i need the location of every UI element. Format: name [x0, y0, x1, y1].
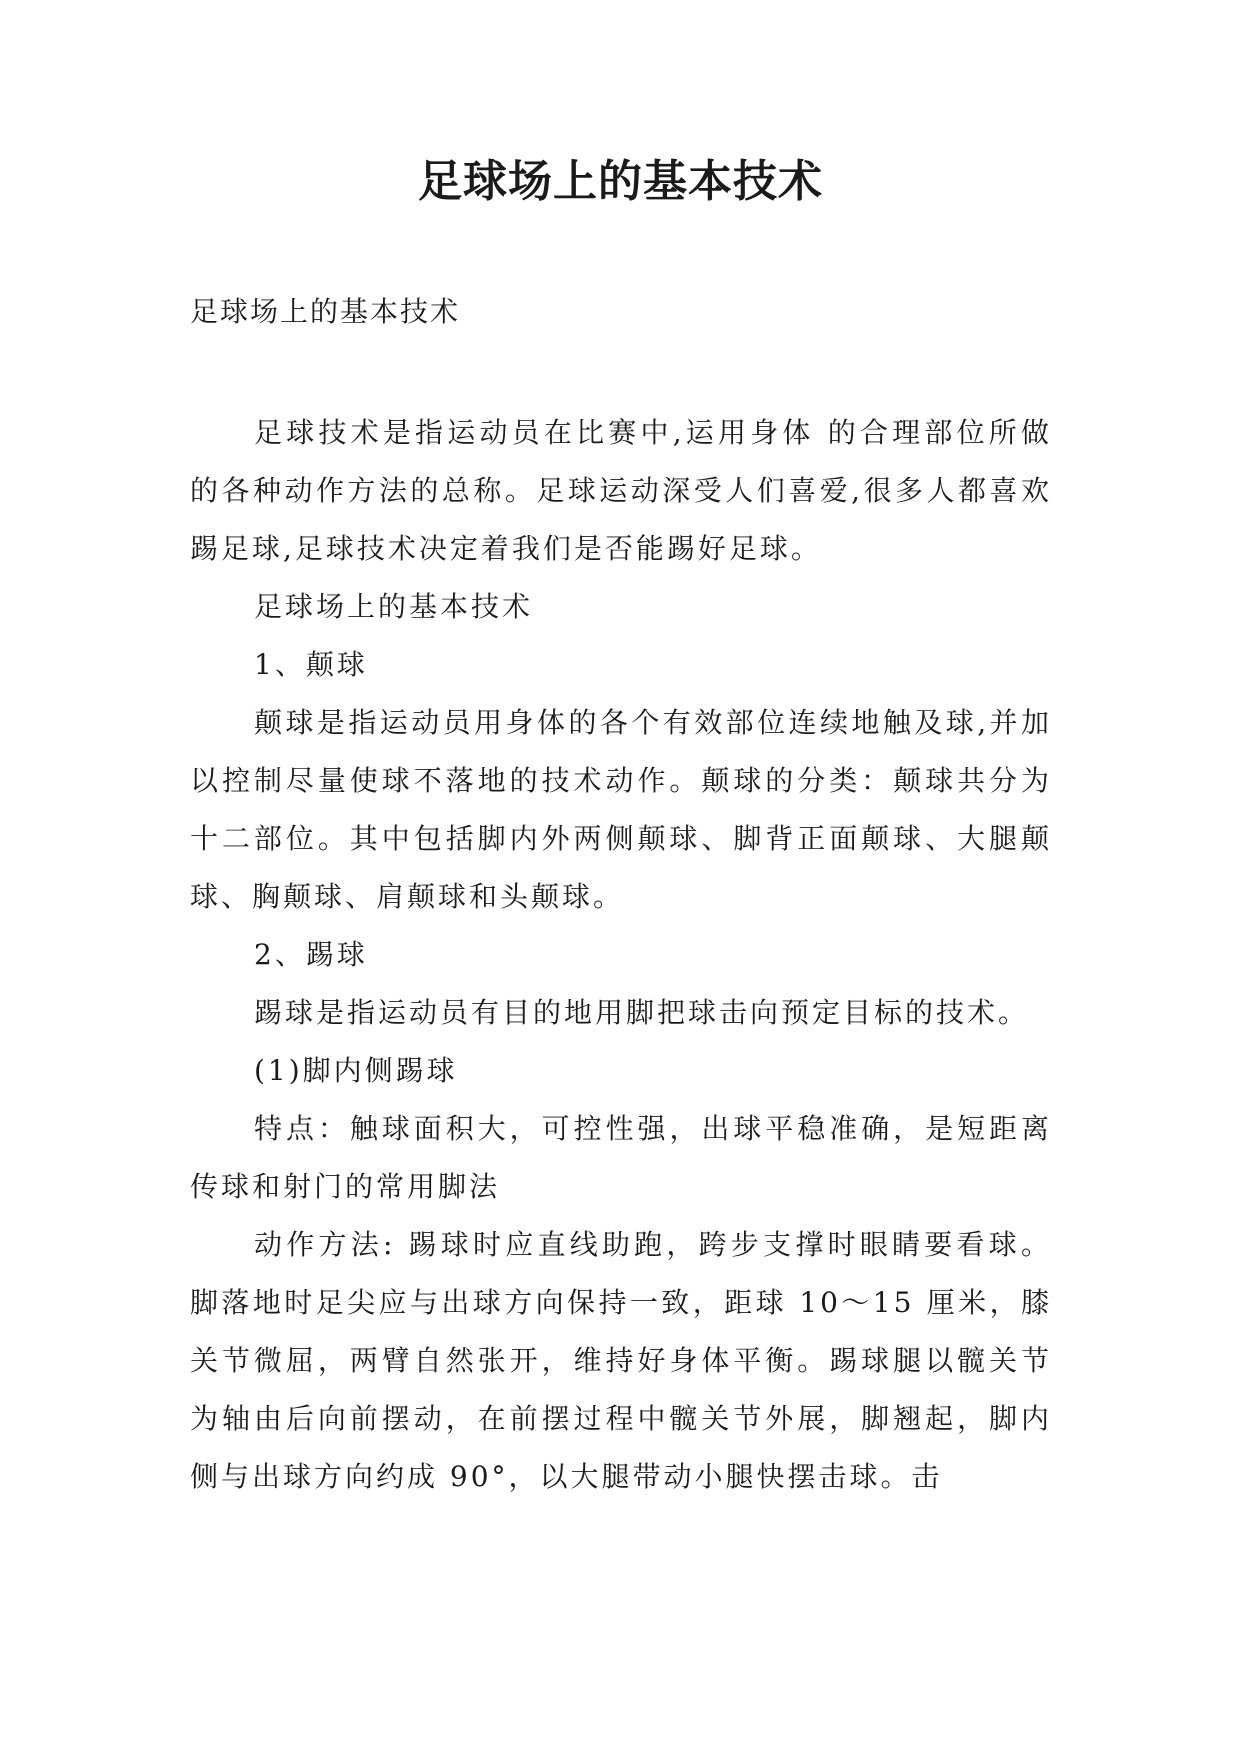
document-body — [190, 404, 1052, 1506]
subitem-heading-inside-kick: (1)脚内侧踢球 — [254, 1054, 458, 1087]
paragraph-intro: 足球技术是指运动员在比赛中,运用身体 的合理部位所做的各种动作方法的总称。足球运动深受人们喜爱,很多人都喜欢踢足球,足球技术决定着我们是否能踢好足球。 — [190, 416, 1052, 565]
item-heading-kicking: 2、踢球 — [254, 938, 368, 971]
document-subtitle: 足球场上的基本技术 — [190, 295, 461, 328]
paragraph-method: 动作方法: 踢球时应直线助跑，跨步支撑时眼睛要看球。脚落地时足尖应与出球方向保持一致，距球 10～15 厘米，膝关节微屈，两臂自然张开，维持好身体平衡。踢球腿以髋关节为轴由后向前摆动，在前摆过程中髋关节外展，脚翘起，脚内侧与出球方向约成 90°，以大腿带动小腿快摆击球。击 — [190, 1228, 1052, 1493]
document-title: 足球场上的基本技术 — [418, 156, 823, 207]
paragraph-juggling: 颠球是指运动员用身体的各个有效部位连续地触及球,并加以控制尽量使球不落地的技术动作。颠球的分类：颠球共分为十二部位。其中包括脚内外两侧颠球、脚背正面颠球、大腿颠球、胸颠球、肩颠球和头颠球。 — [190, 706, 1052, 913]
paragraph-features: 特点：触球面积大，可控性强，出球平稳准确，是短距离传球和射门的常用脚法 — [190, 1112, 1052, 1203]
section-heading: 足球场上的基本技术 — [254, 590, 534, 623]
item-heading-juggling: 1、颠球 — [254, 648, 368, 681]
paragraph-kicking: 踢球是指运动员有目的地用脚把球击向预定目标的技术。 — [254, 996, 1030, 1029]
